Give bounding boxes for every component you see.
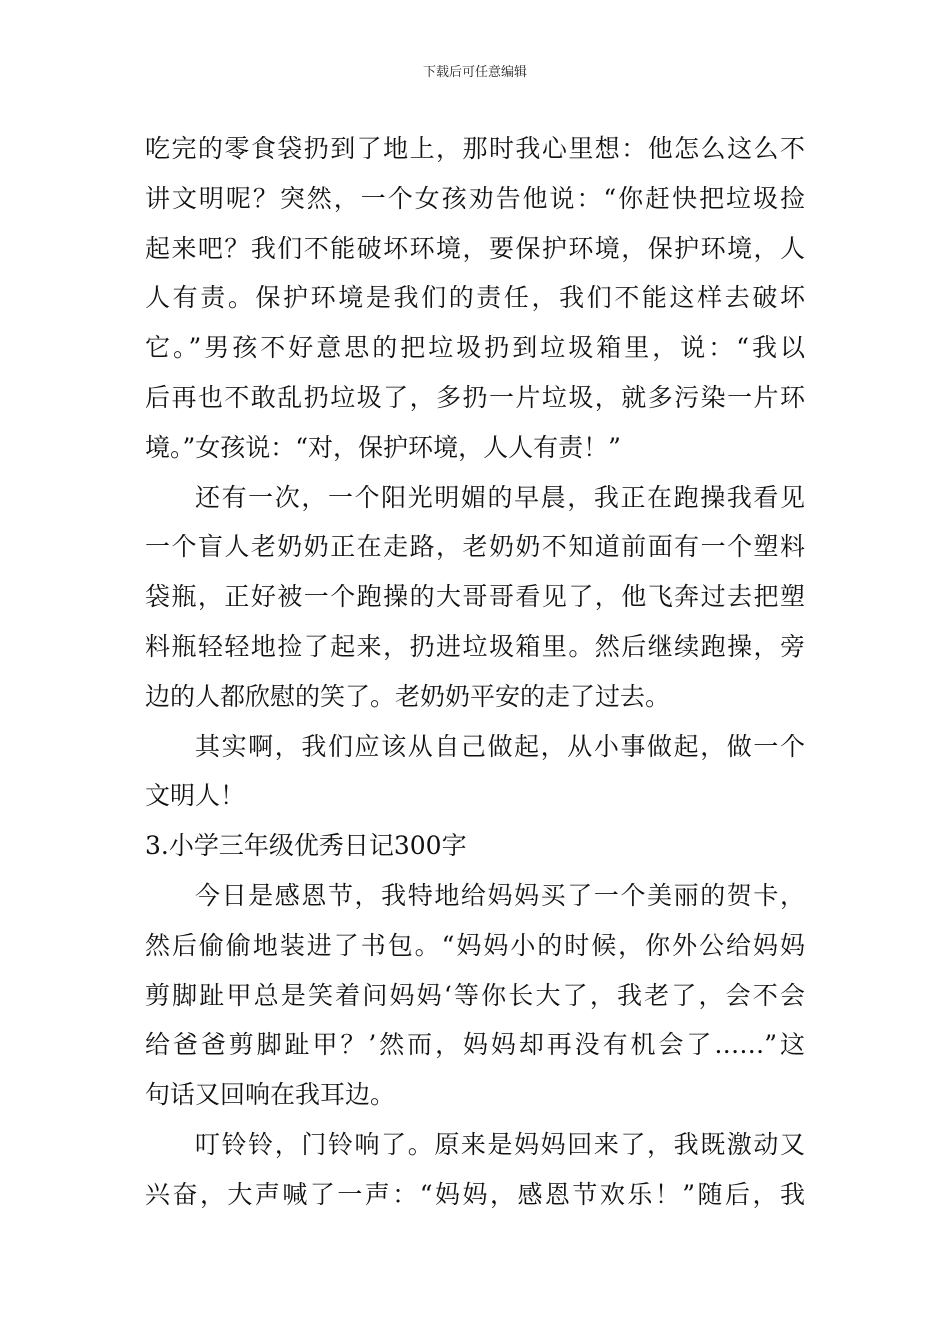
text-line: 起来吧？我们不能破坏环境，要保护环境，保护环境，人 <box>145 233 805 263</box>
text-line: 后再也不敢乱扔垃圾了，多扔一片垃圾，就多污染一片环 <box>145 382 805 412</box>
text-line: 吃完的零食袋扔到了地上，那时我心里想：他怎么这么不 <box>145 134 805 163</box>
text-line: 叮铃铃，门铃响了。原来是妈妈回来了，我既激动又 <box>195 1129 805 1159</box>
text-line: 给爸爸剪脚趾甲？’然而，妈妈却再没有机会了……”这 <box>145 1030 805 1060</box>
page-header: 下载后可任意编辑 <box>422 65 527 80</box>
text-line: 剪脚趾甲总是笑着问妈妈‘等你长大了，我老了，会不会 <box>145 980 805 1010</box>
text-line: 境。”女孩说：“对，保护环境，人人有责！” <box>145 432 621 462</box>
text-line: 讲文明呢？突然，一个女孩劝告他说：“你赶快把垃圾捡 <box>145 183 805 213</box>
document-body <box>145 124 805 1220</box>
text-line: 句话又回响在我耳边。 <box>145 1080 396 1110</box>
text-line: 它。”男孩不好意思的把垃圾扔到垃圾箱里，说：“我以 <box>145 333 805 363</box>
text-line: 人有责。保护环境是我们的责任，我们不能这样去破坏 <box>145 283 805 313</box>
text-line: 料瓶轻轻地捡了起来，扔进垃圾箱里。然后继续跑操，旁 <box>145 631 805 661</box>
text-line: 3.小学三年级优秀日记300字 <box>145 831 467 861</box>
text-line: 兴奋，大声喊了一声：“妈妈，感恩节欢乐！”随后，我 <box>145 1179 805 1209</box>
text-line: 袋瓶，正好被一个跑操的大哥哥看见了，他飞奔过去把塑 <box>145 582 805 612</box>
text-line: 今日是感恩节，我特地给妈妈买了一个美丽的贺卡， <box>195 880 805 910</box>
text-line: 然后偷偷地装进了书包。“妈妈小的时候，你外公给妈妈 <box>145 930 805 960</box>
text-line: 边的人都欣慰的笑了。老奶奶平安的走了过去。 <box>145 681 671 711</box>
text-line: 文明人！ <box>145 781 246 811</box>
text-line: 还有一次，一个阳光明媚的早晨，我正在跑操我看见 <box>195 482 805 512</box>
text-line: 一个盲人老奶奶正在走路，老奶奶不知道前面有一个塑料 <box>145 532 805 562</box>
text-line: 其实啊，我们应该从自己做起，从小事做起，做一个 <box>195 731 805 761</box>
